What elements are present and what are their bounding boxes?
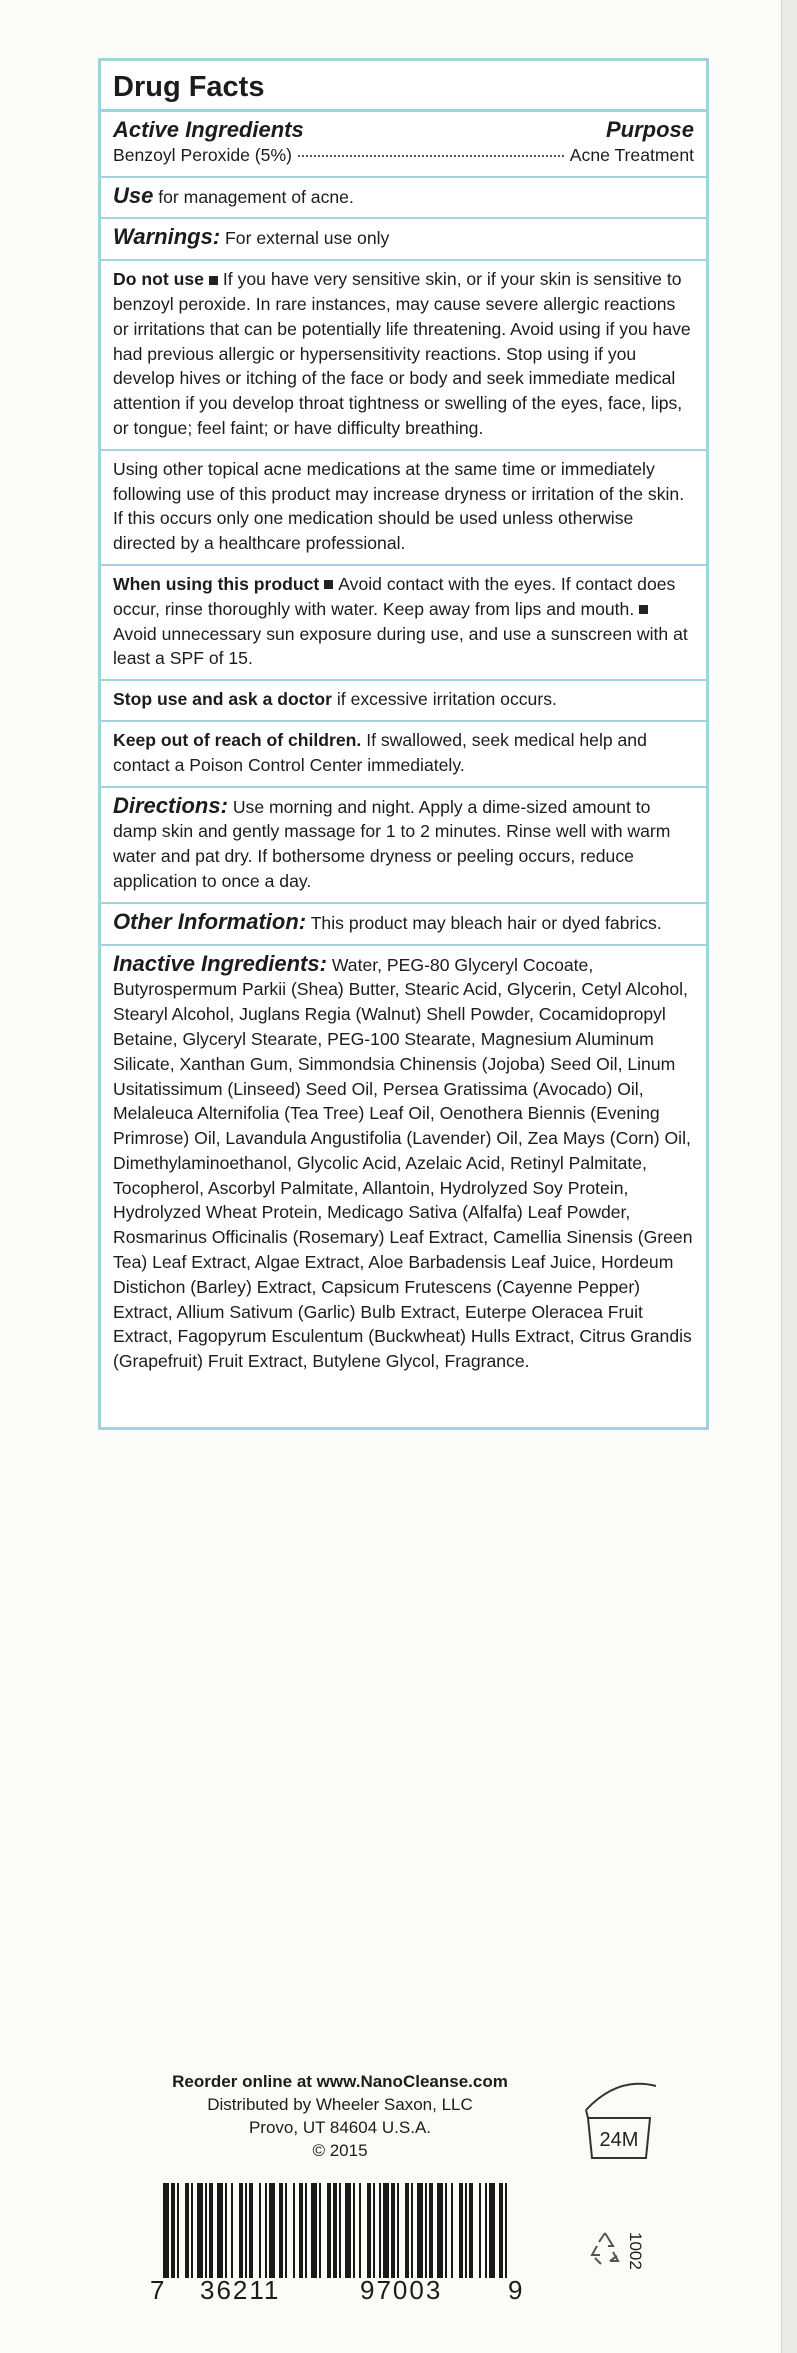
inactive-ingredients-section bbox=[101, 946, 706, 1383]
inactive-text: Water, PEG-80 Glyceryl Cocoate, Butyrospermum Parkii (Shea) Butter, Stearic Acid, Glycerin, Cetyl Alcohol, Stearyl Alcohol, Juglans Regia (Walnut) Shell Powder, Cocamidopropyl Betaine, Glyceryl Stearate, PEG-100 Stearate, Magnesium Aluminum Silicate, Xanthan Gum, Simmondsia Chinensis (Jojoba) Seed Oil, Linum Usitatissimum (Linseed) Seed Oil, Persea Gratissima (Avocado) Oil, Melaleuca Alternifolia (Tea Tree) Leaf Oil, Oenothera Biennis (Evening Primrose) Oil, Lavandula Angustifolia (Lavender) Oil, Zea Mays (Corn) Oil, Dimethylaminoethanol, Glycolic Acid, Azelaic Acid, Retinyl Palmitate, Tocopherol, Ascorbyl Palmitate, Allantoin, Hydrolyzed Soy Protein, Hydrolyzed Wheat Protein, Medicago Sativa (Alfalfa) Leaf Powder, Rosmarinus Officinalis (Rosemary) Leaf Extract, Camellia Sinensis (Green Tea) Leaf Extract, Algae Extract, Aloe Barbadensis Leaf Juice, Hordeum Distichon (Barley) Extract, Capsicum Frutescens (Cayenne Pepper) Extract, Allium Sativum (Garlic) Bulb Extract, Euterpe Oleracea Fruit Extract, Fagopyrum Esculentum (Buckwheat) Hulls Extract, Citrus Grandis (Grapefruit) Fruit Extract, Butylene Glycol, Fragrance. bbox=[113, 954, 693, 1372]
when-using-text-1: Avoid contact with the eyes. If contact does occur, rinse thoroughly with water. Keep away from lips and mouth. bbox=[113, 573, 676, 619]
barcode-bar bbox=[339, 2183, 341, 2278]
barcode-bar bbox=[429, 2183, 433, 2278]
warnings-section bbox=[101, 219, 706, 261]
barcode-last-digit: 9 bbox=[508, 2275, 525, 2305]
inactive-label: Inactive Ingredients: bbox=[113, 950, 327, 976]
keep-out-text: If swallowed, seek medical help and contact a Poison Control Center immediately. bbox=[113, 729, 647, 775]
purpose-value: Acne Treatment bbox=[569, 144, 694, 165]
barcode-bar bbox=[259, 2183, 261, 2278]
directions-label: Directions: bbox=[113, 792, 228, 818]
barcode-bar bbox=[391, 2183, 395, 2278]
active-ingredients-header: Active Ingredients bbox=[113, 117, 304, 142]
barcode-bar bbox=[191, 2183, 193, 2278]
barcode-bar bbox=[411, 2183, 413, 2278]
barcode-bar bbox=[383, 2183, 389, 2278]
directions-section bbox=[101, 788, 706, 904]
recycle-icon bbox=[585, 2228, 625, 2268]
other-info-section bbox=[101, 904, 706, 946]
package-edge bbox=[781, 0, 797, 2353]
directions-text: Use morning and night. Apply a dime-sized amount to damp skin and gently massage for 1 to 2 minutes. Rinse well with warm water and pat dry. If bothersome dryness or peeling occurs, reduce application to once a day. bbox=[113, 796, 671, 891]
barcode-bar bbox=[279, 2183, 283, 2278]
active-ingredients-section bbox=[101, 112, 706, 178]
when-using-section bbox=[101, 566, 706, 681]
do-not-use-text: If you have very sensitive skin, or if your skin is sensitive to benzoyl peroxide. In rare instances, may cause severe allergic reactions or irritations that can be potentially life threatening. Avoid using if you have had previous allergic or hypersensitivity reactions. Stop using if you develop hives or itching of the face or body and seek immediate medical attention if you develop throat tightness or swelling of the eyes, face, lips, or tongue; feel faint; or have difficulty breathing. bbox=[113, 269, 691, 438]
keep-out-section bbox=[101, 722, 706, 788]
other-topical-text: Using other topical acne medications at the same time or immediately following use of this product may increase dryness or irritation of the skin. If this occurs only one medication should be used unless otherwise directed by a healthcare professional. bbox=[113, 458, 685, 554]
barcode-bar bbox=[425, 2183, 427, 2278]
lot-code: 1002 bbox=[626, 2232, 645, 2270]
copyright-text: © 2015 bbox=[312, 2141, 368, 2160]
do-not-use-section bbox=[101, 261, 706, 451]
barcode-bar bbox=[479, 2183, 481, 2278]
barcode-bar bbox=[353, 2183, 355, 2278]
purpose-header: Purpose bbox=[605, 117, 694, 142]
other-topical-section bbox=[101, 451, 706, 566]
barcode-left-digits: 36211 bbox=[200, 2275, 281, 2305]
leader-dots bbox=[298, 155, 564, 157]
barcode-bar bbox=[469, 2183, 473, 2278]
warnings-label: Warnings: bbox=[113, 224, 221, 250]
barcode-bar bbox=[359, 2183, 361, 2278]
stop-use-section bbox=[101, 681, 706, 722]
when-using-label: When using this product bbox=[113, 573, 320, 594]
barcode-bar bbox=[445, 2183, 447, 2278]
bullet-icon bbox=[209, 276, 218, 285]
other-info-label: Other Information: bbox=[113, 908, 307, 934]
barcode-bar bbox=[285, 2183, 287, 2278]
barcode-bar bbox=[367, 2183, 371, 2278]
barcode-bar bbox=[489, 2183, 495, 2278]
stop-use-text: if excessive irritation occurs. bbox=[336, 689, 557, 710]
barcode-bar bbox=[333, 2183, 337, 2278]
barcode-bar bbox=[405, 2183, 409, 2278]
barcode-bar bbox=[397, 2183, 399, 2278]
stop-use-label: Stop use and ask a doctor bbox=[113, 689, 332, 710]
barcode-bar bbox=[217, 2183, 223, 2278]
barcode-bar bbox=[299, 2183, 303, 2278]
warnings-text: For external use only bbox=[225, 228, 390, 249]
drug-facts-title: Drug Facts bbox=[101, 61, 706, 112]
use-label: Use bbox=[113, 182, 154, 208]
barcode-bar bbox=[379, 2183, 381, 2278]
barcode-bar bbox=[231, 2183, 233, 2278]
use-text: for management of acne. bbox=[158, 186, 354, 207]
barcode-bar bbox=[209, 2183, 213, 2278]
barcode-bar bbox=[465, 2183, 467, 2278]
barcode-bar bbox=[163, 2183, 169, 2278]
bullet-icon bbox=[639, 605, 648, 614]
barcode-bar bbox=[499, 2183, 503, 2278]
do-not-use-label: Do not use bbox=[113, 269, 204, 290]
use-section bbox=[101, 178, 706, 220]
barcode bbox=[155, 2183, 520, 2278]
distributor-text: Distributed by Wheeler Saxon, LLC bbox=[207, 2095, 473, 2114]
bullet-icon bbox=[324, 580, 333, 589]
other-info-text: This product may bleach hair or dyed fabrics. bbox=[310, 912, 662, 933]
barcode-bar bbox=[311, 2183, 317, 2278]
active-ingredient: Benzoyl Peroxide (5%) bbox=[113, 144, 292, 165]
barcode-bar bbox=[197, 2183, 203, 2278]
pao-label: 24M bbox=[599, 2129, 639, 2151]
barcode-bar bbox=[373, 2183, 375, 2278]
reorder-text: Reorder online at www.NanoCleanse.com bbox=[172, 2072, 508, 2091]
barcode-right-digits: 97003 bbox=[360, 2275, 443, 2305]
barcode-bar bbox=[245, 2183, 247, 2278]
barcode-bar bbox=[505, 2183, 507, 2278]
barcode-bar bbox=[451, 2183, 453, 2278]
barcode-bar bbox=[225, 2183, 227, 2278]
barcode-bar bbox=[327, 2183, 331, 2278]
barcode-bar bbox=[171, 2183, 175, 2278]
keep-out-label: Keep out of reach of children. bbox=[113, 729, 362, 750]
barcode-bar bbox=[437, 2183, 443, 2278]
barcode-bar bbox=[177, 2183, 179, 2278]
barcode-bar bbox=[185, 2183, 189, 2278]
barcode-bar bbox=[305, 2183, 307, 2278]
barcode-bar bbox=[345, 2183, 351, 2278]
barcode-bar bbox=[205, 2183, 207, 2278]
barcode-bar bbox=[269, 2183, 275, 2278]
when-using-text-2: Avoid unnecessary sun exposure during use, and use a sunscreen with at least a SPF of 15. bbox=[113, 623, 688, 669]
drug-facts-panel bbox=[98, 58, 709, 1430]
barcode-bar bbox=[485, 2183, 487, 2278]
barcode-first-digit: 7 bbox=[150, 2275, 167, 2305]
footer-info bbox=[140, 2070, 540, 2162]
barcode-bar bbox=[459, 2183, 463, 2278]
barcode-bar bbox=[265, 2183, 267, 2278]
barcode-bar bbox=[319, 2183, 321, 2278]
open-jar-icon bbox=[580, 2080, 662, 2162]
barcode-bar bbox=[239, 2183, 243, 2278]
address-text: Provo, UT 84604 U.S.A. bbox=[248, 2118, 432, 2137]
barcode-bar bbox=[249, 2183, 253, 2278]
barcode-bar bbox=[293, 2183, 295, 2278]
barcode-bar bbox=[417, 2183, 423, 2278]
